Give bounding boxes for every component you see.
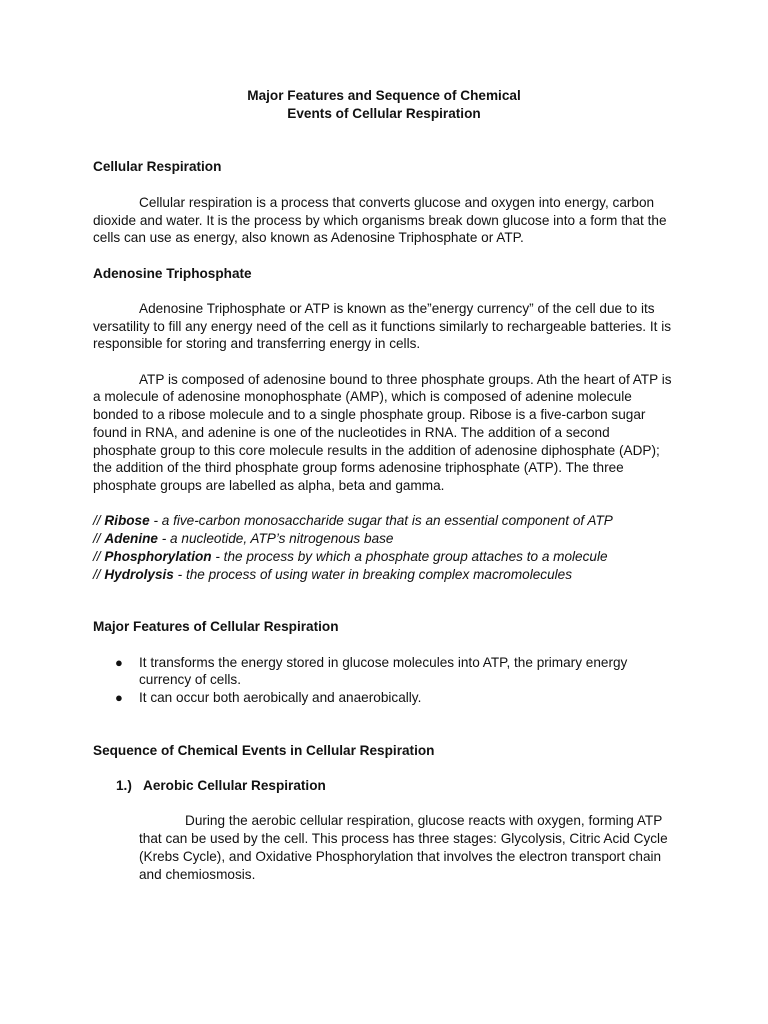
document-title xyxy=(93,87,675,122)
numbered-heading-aerobic xyxy=(93,777,675,795)
bullet-icon: ● xyxy=(115,654,123,670)
definition-hydrolysis xyxy=(93,566,675,584)
paragraph-cellular-respiration: Cellular respiration is a process that converts glucose and oxygen into energy, carbon dioxide and water. It is the process by which organisms break down glucose into a form that the cells can use as energy, also known as Adenosine Triphosphate or ATP. xyxy=(93,194,667,246)
major-features-list xyxy=(93,654,675,707)
paragraph-aerobic-respiration: During the aerobic cellular respiration, glucose reacts with oxygen, forming ATP that can be used by the cell. This process has three stages: Glycolysis, Citric Acid Cycle (Krebs Cycle), and Oxidative Phosphorylation that involves the electron transport chain and chemiosmosis. xyxy=(139,813,668,882)
list-item-text: It transforms the energy stored in glucose molecules into ATP, the primary energy currency of cells. xyxy=(139,654,628,688)
definition-term: Ribose xyxy=(104,513,150,529)
list-item xyxy=(93,689,675,707)
definition-ribose xyxy=(93,512,675,530)
heading-adenosine-triphosphate: Adenosine Triphosphate xyxy=(93,265,252,281)
list-number: 1.) xyxy=(116,778,132,794)
title-line-1: Major Features and Sequence of Chemical xyxy=(247,88,521,103)
list-item-text: It can occur both aerobically and anaerobically. xyxy=(139,690,422,705)
definitions-list xyxy=(93,512,675,583)
definition-prefix: // xyxy=(93,531,105,547)
heading-sequence-of-events: Sequence of Chemical Events in Cellular Respiration xyxy=(93,742,435,758)
definition-text: - the process by which a phosphate group attaches to a molecule xyxy=(211,548,608,564)
definition-prefix: // xyxy=(93,548,105,564)
definition-adenine xyxy=(93,530,675,548)
heading-cellular-respiration: Cellular Respiration xyxy=(93,159,222,175)
paragraph-atp-2: ATP is composed of adenosine bound to three phosphate groups. Ath the heart of ATP is a molecule of adenosine monophosphate (AMP), which is composed of adenine molecule bonded to a ribose molecule and to a single phosphate group. Ribose is a five-carbon sugar found in RNA, and adenine is one of the nucleotides in RNA. The addition of a second phosphate group to this core molecule results in the addition of adenosine diphosphate (ADP); the addition of the third phosphate group forms adenosine triphosphate (ATP). The three phosphate groups are labelled as alpha, beta and gamma. xyxy=(93,371,672,493)
definition-phosphorylation xyxy=(93,548,675,566)
bullet-icon: ● xyxy=(115,690,123,705)
definition-text: - a nucleotide, ATP’s nitrogenous base xyxy=(157,531,394,547)
definition-prefix: // xyxy=(93,513,105,529)
heading-major-features: Major Features of Cellular Respiration xyxy=(93,619,339,635)
paragraph-atp-1: Adenosine Triphosphate or ATP is known as the”energy currency” of the cell due to its versatility to fill any energy need of the cell as it functions similarly to rechargeable batteries. It is responsible for storing and transferring energy in cells. xyxy=(93,300,672,352)
title-line-2: Events of Cellular Respiration xyxy=(287,105,481,121)
numbered-heading-text: Aerobic Cellular Respiration xyxy=(143,778,326,794)
list-item xyxy=(93,654,675,689)
definition-text: - a five-carbon monosaccharide sugar that is an essential component of ATP xyxy=(149,513,613,529)
definition-prefix: // xyxy=(93,566,105,582)
definition-term: Adenine xyxy=(104,531,158,547)
document-page xyxy=(93,87,675,883)
definition-term: Phosphorylation xyxy=(104,548,212,564)
definition-term: Hydrolysis xyxy=(104,566,174,582)
definition-text: - the process of using water in breaking complex macromolecules xyxy=(173,566,573,582)
